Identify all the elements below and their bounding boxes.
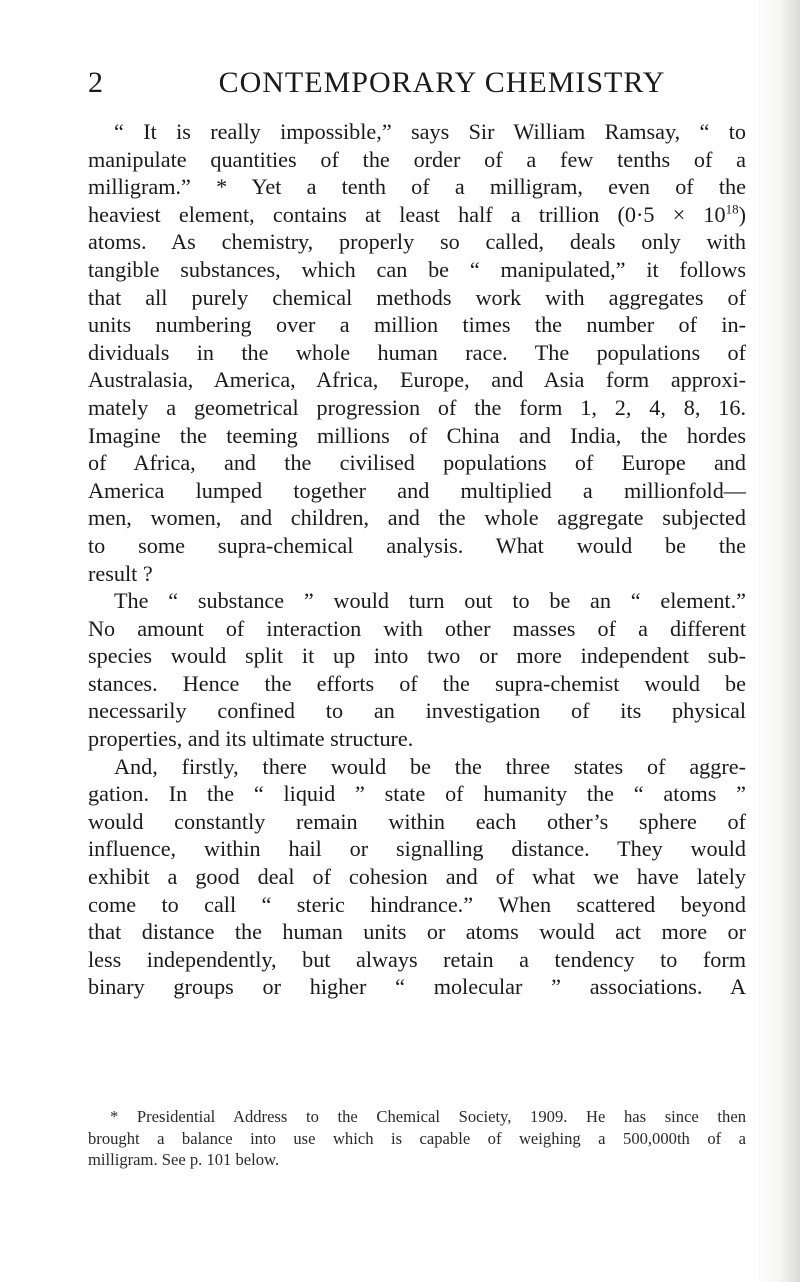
body-line: that all purely chemical methods work with aggregates of [88, 284, 746, 310]
body-line: Australasia, America, Africa, Europe, and Asia form approxi- [88, 367, 746, 393]
body-line: influence, within hail or signalling distance. They would [88, 836, 746, 862]
body-line: tangible substances, which can be “ manipulated,” it follows [88, 256, 746, 282]
page-number: 2 [88, 66, 104, 99]
body-line: of Africa, and the civilised populations of Europe and [88, 450, 746, 476]
body-line: manipulate quantities of the order of a few tenths of a [88, 146, 746, 172]
exponent: 18 [725, 201, 739, 217]
footnote-line: milligram. See p. 101 below. [88, 1150, 280, 1169]
footnote-line: brought a balance into use which is capable of weighing a 500,000th of a [88, 1128, 746, 1148]
body-line: properties, and its ultimate structure. [88, 726, 414, 752]
exponent-close: ) [738, 201, 746, 227]
body-line: And, firstly, there would be the three states of aggre- [114, 753, 746, 779]
body-text [88, 118, 746, 1001]
body-line: binary groups or higher “ molecular ” associations. A [88, 974, 746, 1000]
body-line: milligram.” * Yet a tenth of a milligram, even of the [88, 174, 746, 200]
running-title: CONTEMPORARY CHEMISTRY [218, 66, 666, 99]
footnote-line: * Presidential Address to the Chemical Society, 1909. He has since then [110, 1107, 746, 1126]
body-line: Imagine the teeming millions of China and India, the hordes [88, 422, 746, 448]
body-line: The “ substance ” would turn out to be an “ element.” [114, 588, 746, 614]
body-line: stances. Hence the efforts of the supra-chemist would be [88, 670, 746, 696]
body-line-with-exponent [88, 201, 746, 229]
body-line-text: heaviest element, contains at least half a trillion (0·5 × 10 [88, 201, 726, 227]
body-line: America lumped together and multiplied a millionfold— [88, 477, 746, 503]
page-header [88, 66, 744, 106]
body-line: atoms. As chemistry, properly so called, deals only with [88, 229, 746, 255]
body-line: result ? [88, 560, 153, 586]
body-line: would constantly remain within each other’s sphere of [88, 808, 746, 834]
page-edge-shadow [752, 0, 800, 1282]
body-line: species would split it up into two or more independent sub- [88, 643, 746, 669]
body-line: come to call “ steric hindrance.” When scattered beyond [88, 891, 746, 917]
body-line: to some supra-chemical analysis. What would be the [88, 532, 746, 558]
body-line: necessarily confined to an investigation of its physical [88, 698, 746, 724]
footnote [88, 1106, 746, 1171]
body-line: No amount of interaction with other masses of a different [88, 615, 746, 641]
body-line: gation. In the “ liquid ” state of humanity the “ atoms ” [88, 781, 746, 807]
body-line: men, women, and children, and the whole aggregate subjected [88, 505, 746, 531]
body-line: dividuals in the whole human race. The populations of [88, 339, 746, 365]
body-line: mately a geometrical progression of the form 1, 2, 4, 8, 16. [88, 394, 746, 420]
body-line: “ It is really impossible,” says Sir William Ramsay, “ to [114, 119, 746, 144]
body-line: exhibit a good deal of cohesion and of what we have lately [88, 864, 746, 890]
body-line: units numbering over a million times the number of in- [88, 312, 746, 338]
body-line: that distance the human units or atoms would act more or [88, 919, 746, 945]
body-line: less independently, but always retain a tendency to form [88, 946, 746, 972]
